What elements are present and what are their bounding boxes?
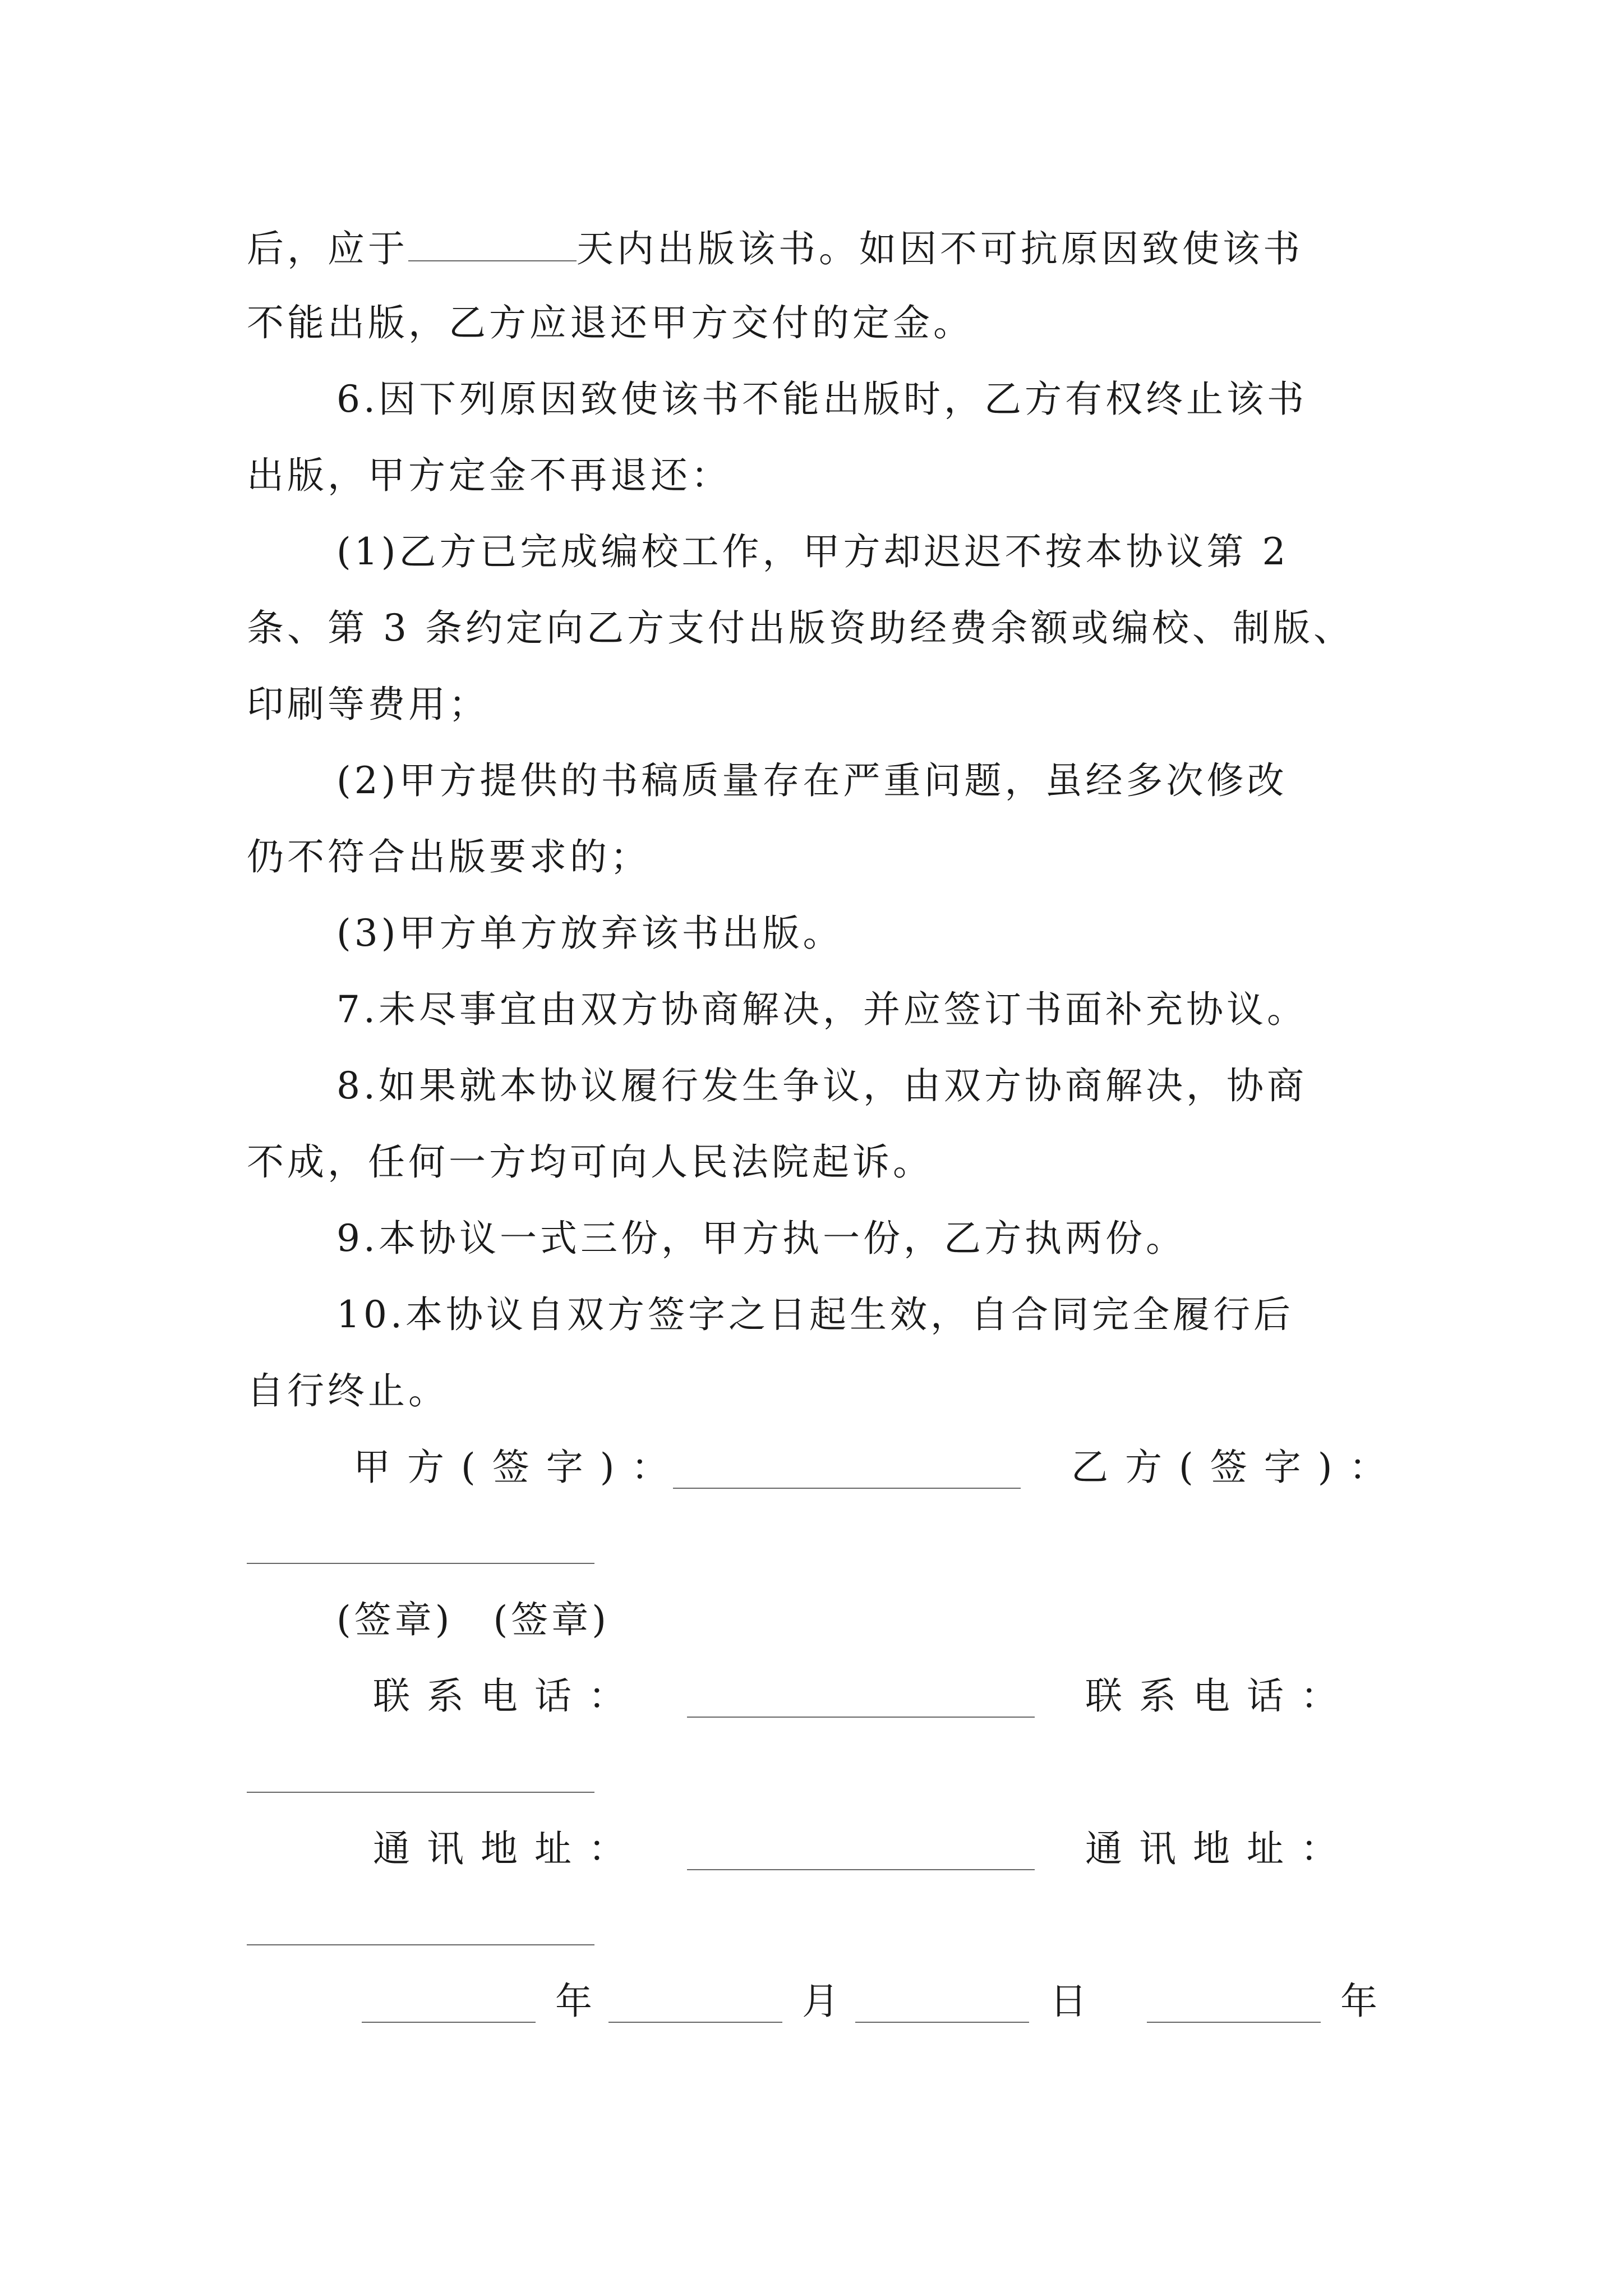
party-a-phone-label: 联系电话： (373, 1674, 642, 1718)
year-label: 年 (555, 1980, 596, 2023)
party-b-phone-blank (247, 1792, 594, 1793)
year-blank (362, 2022, 536, 2023)
clause-5-line-1 (247, 224, 1303, 272)
clause-8-line-1: 8.如果就本协议履行发生争议，由双方协商解决，协商 (336, 1064, 1307, 1107)
clause-6-2-line-1: (2)甲方提供的书稿质量存在严重问题，虽经多次修改 (336, 759, 1288, 802)
clause-6-3: (3)甲方单方放弃该书出版。 (336, 912, 843, 955)
year-b-blank (1147, 2022, 1321, 2023)
days-blank (408, 224, 577, 261)
clause-5-text-b: 天内出版该书。如因不可抗原因致使该书 (577, 227, 1303, 270)
seal-labels: (签章) (签章) (336, 1598, 610, 1641)
clause-6-line-2: 出版，甲方定金不再退还： (247, 454, 731, 497)
party-a-phone-blank (687, 1717, 1035, 1718)
party-b-signature-blank (247, 1563, 594, 1564)
party-b-signature-label: 乙方(签字)： (1071, 1446, 1403, 1489)
year-b-label: 年 (1340, 1980, 1381, 2023)
clause-6-line-1: 6.因下列原因致使该书不能出版时，乙方有权终止该书 (336, 378, 1307, 421)
clause-6-1-line-3: 印刷等费用； (247, 683, 489, 726)
party-b-address-blank (247, 1944, 594, 1945)
clause-8-line-2: 不成，任何一方均可向人民法院起诉。 (247, 1140, 933, 1184)
clause-10-line-2: 自行终止。 (247, 1369, 449, 1412)
party-a-address-blank (687, 1869, 1035, 1870)
clause-9: 9.本协议一式三份，甲方执一份，乙方执两份。 (336, 1217, 1186, 1260)
day-blank (855, 2022, 1029, 2023)
party-a-address-label: 通讯地址： (373, 1827, 642, 1870)
party-b-phone-label: 联系电话： (1085, 1674, 1354, 1718)
party-a-signature-label: 甲方(签字)： (353, 1446, 685, 1489)
party-b-address-label: 通讯地址： (1085, 1827, 1354, 1870)
clause-6-1-line-2: 条、第 3 条约定向乙方支付出版资助经费余额或编校、制版、 (247, 606, 1354, 650)
clause-5-line-2: 不能出版，乙方应退还甲方交付的定金。 (247, 301, 974, 344)
clause-7: 7.未尽事宜由双方协商解决，并应签订书面补充协议。 (336, 988, 1307, 1031)
party-a-signature-blank (673, 1488, 1021, 1489)
month-label: 月 (802, 1980, 842, 2023)
clause-10-line-1: 10.本协议自双方签字之日起生效，自合同完全履行后 (336, 1293, 1294, 1336)
clause-5-text-a: 后，应于 (247, 227, 408, 270)
month-blank (608, 2022, 782, 2023)
clause-6-1-line-1: (1)乙方已完成编校工作，甲方却迟迟不按本协议第 2 (336, 530, 1289, 573)
day-label: 日 (1050, 1980, 1090, 2023)
clause-6-2-line-2: 仍不符合出版要求的； (247, 835, 651, 878)
